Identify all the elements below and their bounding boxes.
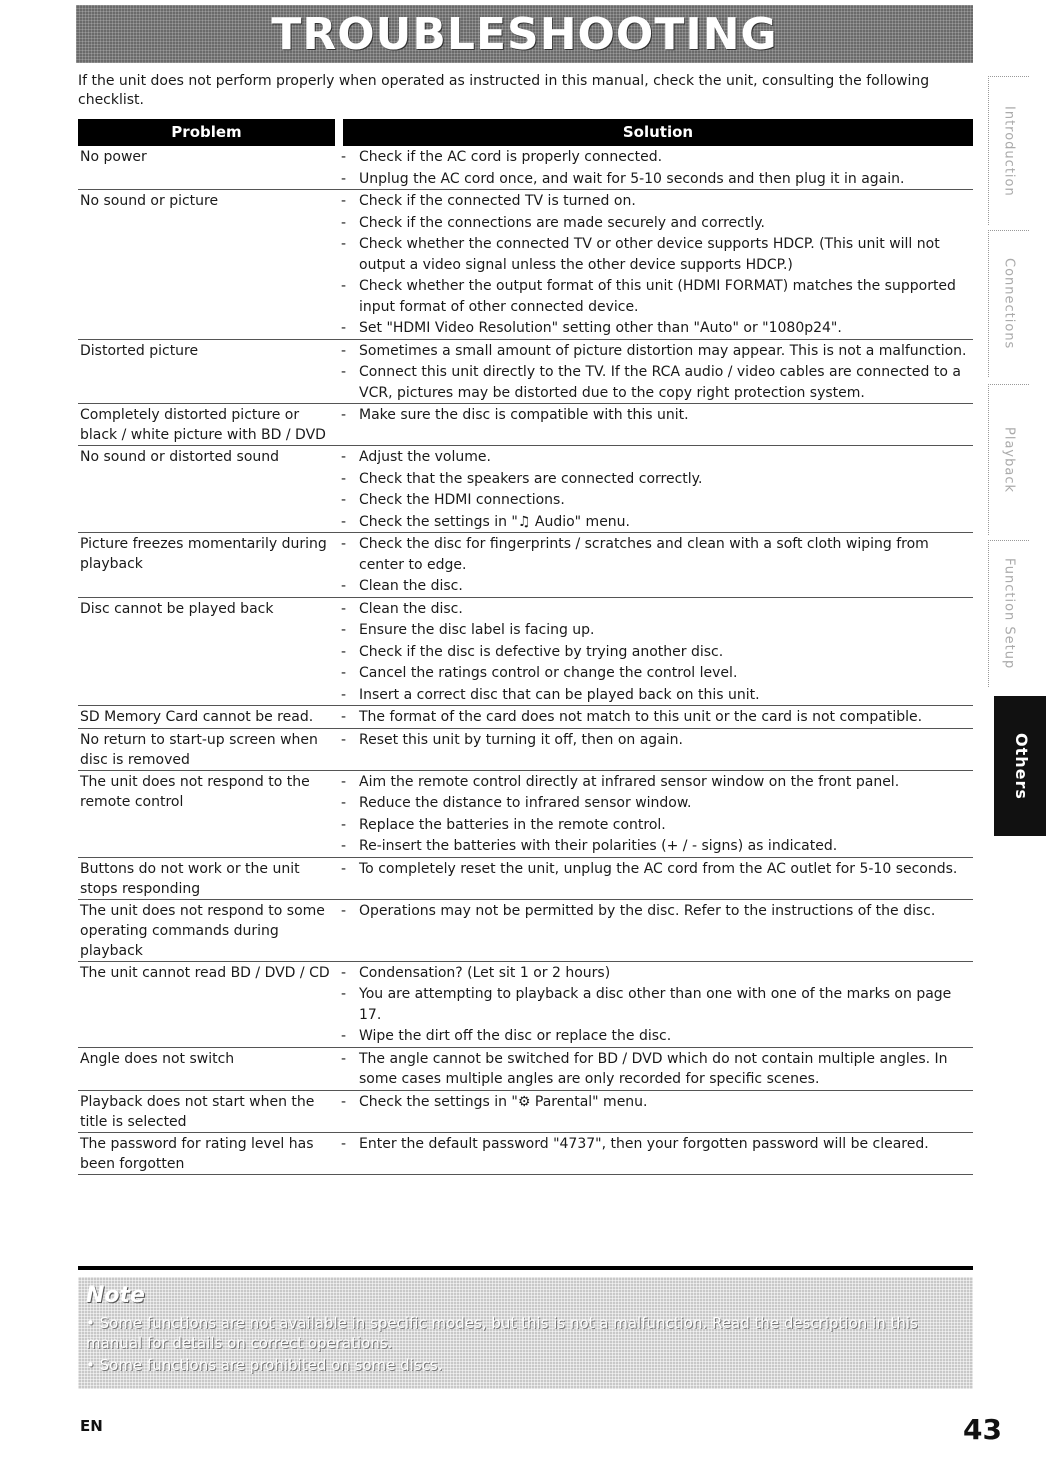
bullet-dash: - (341, 665, 347, 681)
bullet-dash: - (341, 578, 347, 594)
solution-text: Check whether the connected TV or other device supports HDCP. (This unit will not output a video signal unless the other device supports HDCP.) (359, 236, 940, 273)
solution-item (339, 317, 973, 339)
tab-function-setup[interactable] (988, 540, 1029, 687)
bullet-dash: - (341, 536, 347, 552)
page-number: 43 (963, 1413, 1002, 1446)
solution-item (339, 533, 973, 575)
solution-cell (339, 770, 973, 857)
table-row (78, 533, 973, 598)
tab-label: Playback (1001, 426, 1017, 493)
solution-text: Check if the connected TV is turned on. (359, 193, 636, 209)
solution-text: Check if the connections are made securely and correctly. (359, 214, 765, 231)
problem-text: The unit does not respond to the remote control (80, 773, 310, 810)
tab-label: Introduction (1001, 105, 1017, 197)
bullet-dash: - (341, 643, 347, 660)
bullet-dash: - (341, 449, 347, 465)
solution-cell (339, 1132, 973, 1174)
title-banner (76, 5, 973, 63)
table-header-row (78, 119, 973, 146)
bullet-dash: - (341, 709, 347, 725)
problem-text: Disc cannot be played back (80, 600, 274, 617)
table-row (78, 1132, 973, 1174)
solution-text: Aim the remote control directly at infrared sensor window on the front panel. (359, 773, 900, 790)
problem-cell (78, 706, 339, 729)
solution-cell (339, 961, 973, 1047)
tab-label: Function Setup (1001, 558, 1017, 670)
bullet-dash: - (341, 686, 347, 703)
table-row (78, 404, 973, 446)
solution-item (339, 233, 973, 275)
bullet-dash: - (341, 492, 347, 508)
problem-cell (78, 404, 339, 446)
problem-text: The unit cannot read BD / DVD / CD (80, 964, 330, 981)
solution-text: Operations may not be permitted by the disc. Refer to the instructions of the disc. (359, 902, 936, 919)
solution-item (339, 641, 973, 663)
problem-cell (78, 1047, 339, 1090)
page-title: TROUBLESHOOTING (271, 8, 778, 60)
solution-text: Check if the AC cord is properly connected. (359, 149, 663, 165)
problem-cell (78, 597, 339, 706)
solution-item (339, 212, 973, 234)
tab-introduction[interactable] (988, 76, 1029, 225)
intro-text: If the unit does not perform properly when operated as instructed in this manual, check the unit, consulting the following checklist. (78, 73, 930, 108)
bullet-dash: - (341, 236, 347, 252)
solution-text: Check the HDMI connections. (359, 492, 565, 508)
solution-text: Condensation? (Let sit 1 or 2 hours) (359, 964, 611, 981)
solution-item (339, 771, 973, 793)
bullet-dash: - (341, 278, 347, 294)
solution-text: Cancel the ratings control or change the control level. (359, 665, 738, 681)
bullet-dash: - (341, 193, 347, 209)
solution-text: Insert a correct disc that can be played back on this unit. (359, 686, 760, 703)
note-box (78, 1277, 973, 1389)
bullet-dash: - (341, 731, 347, 748)
table-row (78, 1047, 973, 1090)
solution-text: Check if the disc is defective by trying another disc. (359, 643, 724, 660)
solution-item (339, 468, 973, 490)
solution-text: Check the settings in "⚙ Parental" menu. (359, 1093, 648, 1110)
troubleshooting-table (78, 119, 973, 1175)
problem-text: Completely distorted picture or black / white picture with BD / DVD (80, 407, 326, 443)
table-row (78, 899, 973, 961)
solution-item (339, 729, 973, 751)
solution-item (339, 662, 973, 684)
solution-cell (339, 404, 973, 446)
problem-header: Problem (78, 119, 339, 146)
solution-text: To completely reset the unit, unplug the AC cord from the AC outlet for 5-10 seconds. (359, 860, 958, 877)
solution-text: The format of the card does not match to this unit or the card is not compatible. (359, 709, 923, 725)
footer-language: EN (80, 1417, 103, 1435)
solution-item (339, 858, 973, 880)
solution-text: Check the settings in "♫ Audio" menu. (359, 513, 631, 530)
solution-item (339, 1091, 973, 1113)
solution-item (339, 962, 973, 984)
bullet-dash: - (341, 170, 347, 187)
bullet-dash: - (341, 986, 347, 1002)
table-row (78, 339, 973, 404)
solution-cell (339, 146, 973, 190)
bullet-dash: - (341, 342, 347, 359)
solution-item (339, 575, 973, 597)
solution-item (339, 983, 973, 1025)
problem-cell (78, 190, 339, 340)
problem-cell (78, 899, 339, 961)
note-title: Note (86, 1283, 145, 1308)
solution-text: Check whether the output format of this unit (HDMI FORMAT) matches the supported input format of other connected device. (359, 278, 956, 315)
solution-item (339, 684, 973, 706)
problem-cell (78, 1132, 339, 1174)
solution-text: Enter the default password "4737", then your forgotten password will be cleared. (359, 1135, 929, 1152)
solution-header: Solution (339, 119, 973, 146)
problem-cell (78, 533, 339, 598)
bullet-dash: - (341, 600, 347, 617)
bullet-dash: - (341, 795, 347, 811)
problem-cell (78, 961, 339, 1047)
solution-cell (339, 190, 973, 340)
solution-item (339, 404, 973, 426)
solution-item (339, 340, 973, 362)
table-row (78, 857, 973, 899)
problem-text: Angle does not switch (80, 1050, 235, 1067)
solution-text: Check that the speakers are connected correctly. (359, 470, 703, 487)
solution-cell (339, 899, 973, 961)
solution-text: Sometimes a small amount of picture distortion may appear. This is not a malfunction. (359, 342, 967, 359)
solution-item (339, 792, 973, 814)
problem-text: The password for rating level has been forgotten (80, 1135, 314, 1172)
bullet-dash: - (341, 902, 347, 919)
note-item: • Some functions are prohibited on some discs. (86, 1356, 443, 1374)
solution-cell (339, 597, 973, 706)
bullet-dash: - (341, 470, 347, 487)
bullet-dash: - (341, 513, 347, 530)
solution-item (339, 146, 973, 168)
problem-text: Buttons do not work or the unit stops responding (80, 860, 300, 897)
note-item: • Some functions are not available in specific modes, but this is not a malfunction. Read the description in this manual for details on correct operations. (86, 1314, 918, 1352)
problem-text: Playback does not start when the title is selected (80, 1093, 315, 1130)
solution-text: Clean the disc. (359, 600, 463, 617)
bullet-dash: - (341, 1028, 347, 1044)
solution-item (339, 835, 973, 857)
solution-text: Adjust the volume. (359, 449, 491, 465)
problem-text: Picture freezes momentarily during playback (80, 536, 327, 572)
bullet-dash: - (341, 1093, 347, 1110)
solution-text: Set "HDMI Video Resolution" setting other than "Auto" or "1080p24". (359, 320, 842, 336)
bullet-dash: - (341, 860, 347, 877)
problem-cell (78, 728, 339, 770)
problem-cell (78, 1090, 339, 1132)
table-body (78, 146, 973, 1174)
solution-text: Reduce the distance to infrared sensor window. (359, 795, 692, 811)
solution-cell (339, 446, 973, 533)
problem-text: No return to start-up screen when disc is removed (80, 731, 318, 768)
problem-cell (78, 446, 339, 533)
bullet-dash: - (341, 1050, 347, 1067)
solution-text: Make sure the disc is compatible with this unit. (359, 407, 689, 423)
bullet-dash: - (341, 364, 347, 380)
table-row (78, 961, 973, 1047)
solution-item (339, 598, 973, 620)
problem-cell (78, 857, 339, 899)
solution-item (339, 619, 973, 641)
solution-cell (339, 1047, 973, 1090)
solution-text: Unplug the AC cord once, and wait for 5-10 seconds and then plug it in again. (359, 170, 905, 187)
bullet-dash: - (341, 407, 347, 423)
bullet-dash: - (341, 1135, 347, 1152)
table-row (78, 706, 973, 729)
solution-item (339, 814, 973, 836)
solution-text: Connect this unit directly to the TV. If the RCA audio / video cables are connected to a VCR, pictures may be distorted due to the copy right protection system. (359, 364, 961, 401)
solution-text: You are attempting to playback a disc other than one with one of the marks on page 17. (359, 986, 952, 1023)
tab-connections[interactable] (988, 230, 1029, 377)
problem-text: Distorted picture (80, 342, 199, 359)
tab-label: Connections (1001, 258, 1017, 350)
solution-item (339, 275, 973, 317)
solution-text: Wipe the dirt off the disc or replace the disc. (359, 1028, 672, 1044)
problem-text: The unit does not respond to some operating commands during playback (80, 902, 325, 959)
tab-others[interactable] (994, 696, 1046, 836)
solution-text: Check the disc for fingerprints / scratches and clean with a soft cloth wiping from center to edge. (359, 536, 929, 573)
solution-text: Ensure the disc label is facing up. (359, 622, 595, 638)
solution-item (339, 706, 973, 728)
tab-playback[interactable] (988, 384, 1029, 535)
solution-cell (339, 339, 973, 404)
solution-text: The angle cannot be switched for BD / DVD which do not contain multiple angles. In some cases multiple angles are only recorded for specific scenes. (359, 1050, 948, 1087)
solution-item (339, 489, 973, 511)
problem-cell (78, 770, 339, 857)
solution-item (339, 1048, 973, 1090)
table-row (78, 728, 973, 770)
problem-text: SD Memory Card cannot be read. (80, 709, 314, 725)
solution-item (339, 361, 973, 403)
solution-cell (339, 706, 973, 729)
table-row (78, 770, 973, 857)
bullet-dash: - (341, 149, 347, 165)
bullet-dash: - (341, 214, 347, 231)
solution-item (339, 190, 973, 212)
solution-cell (339, 1090, 973, 1132)
table-row (78, 597, 973, 706)
bullet-dash: - (341, 320, 347, 336)
table-row (78, 446, 973, 533)
bullet-dash: - (341, 838, 347, 854)
solution-cell (339, 533, 973, 598)
solution-item (339, 900, 973, 922)
solution-text: Re-insert the batteries with their polarities (+ / - signs) as indicated. (359, 838, 838, 854)
table-row (78, 190, 973, 340)
solution-cell (339, 857, 973, 899)
solution-text: Clean the disc. (359, 578, 463, 594)
table-row (78, 146, 973, 190)
bullet-dash: - (341, 816, 347, 833)
solution-text: Replace the batteries in the remote control. (359, 816, 666, 833)
solution-item (339, 1025, 973, 1047)
problem-text: No power (80, 149, 147, 165)
solution-cell (339, 728, 973, 770)
solution-item (339, 511, 973, 533)
divider (78, 1266, 973, 1270)
solution-item (339, 168, 973, 190)
tab-label: Others (1012, 732, 1031, 800)
bullet-dash: - (341, 773, 347, 790)
solution-text: Reset this unit by turning it off, then on again. (359, 731, 683, 748)
problem-text: No sound or distorted sound (80, 449, 280, 465)
problem-cell (78, 146, 339, 190)
solution-item (339, 1133, 973, 1155)
bullet-dash: - (341, 964, 347, 981)
problem-cell (78, 339, 339, 404)
problem-text: No sound or picture (80, 193, 219, 209)
bullet-dash: - (341, 622, 347, 638)
solution-item (339, 446, 973, 468)
table-row (78, 1090, 973, 1132)
